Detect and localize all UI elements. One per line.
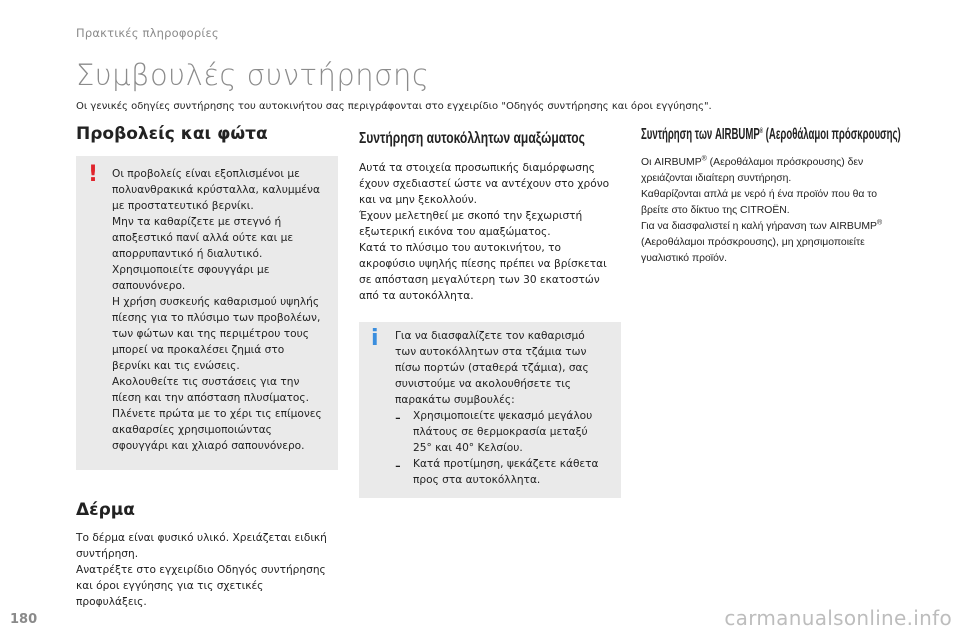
box-line: ακαθαρσίες χρησιμοποιώντας (112, 424, 272, 436)
bullet-line: Κατά προτίμηση, ψεκάζετε κάθετα (413, 458, 599, 470)
decals-title: Συντήρηση αυτοκόλλητων αμαξώματος (359, 130, 585, 147)
text-line: έχουν σχεδιαστεί ώστε να αντέχουν στο χρόνο (359, 178, 610, 190)
text-line: ακροφύσιο υψηλής πίεσης πρέπει να βρίσκεται (359, 258, 607, 270)
text-line: (Αεροθάλαμοι πρόσκρουσης), μη χρησιμοποιείτε (641, 237, 865, 248)
headlights-warning-box (76, 156, 338, 470)
bullet-line: πλάτους σε θερμοκρασία μεταξύ (413, 426, 588, 438)
text-line (641, 155, 903, 171)
airbump-title (641, 126, 901, 144)
headlights-title: Προβολείς και φώτα (76, 124, 268, 144)
box-line: Πλένετε πρώτα με το χέρι τις επίμονες (112, 408, 322, 420)
page-title: Συμβουλές συντήρησης (76, 58, 430, 92)
text-line: χρειάζονται ιδιαίτερη συντήρηση. (641, 173, 792, 184)
page-number: 180 (10, 612, 38, 627)
box-line: αποξεστικό πανί αλλά ούτε και με (112, 232, 294, 244)
box-line: Οι προβολείς είναι εξοπλισμένοι με (112, 168, 300, 180)
box-line: των φώτων και της περιμέτρου τους (112, 328, 309, 340)
airbump-title-a: Συντήρηση των AIRBUMP (641, 126, 760, 143)
box-line: παρακάτω συμβουλές: (395, 394, 515, 406)
box-line: σαπουνόνερο. (112, 280, 186, 292)
bullet-item (395, 456, 609, 488)
box-line: συνιστούμε να ακολουθήσετε τις (395, 378, 572, 390)
decals-text (359, 160, 621, 304)
section-header: Πρακτικές πληροφορίες (76, 26, 219, 40)
box-line: Χρησιμοποιείτε σφουγγάρι με (112, 264, 270, 276)
bullet-item (395, 408, 609, 456)
warning-icon: ! (88, 162, 99, 187)
text-line: γυαλιστικό προϊόν. (641, 253, 727, 264)
bullet-line: προς στα αυτοκόλλητα. (413, 474, 541, 486)
text-part: (Αεροθάλαμοι πρόσκρουσης) δεν (706, 157, 864, 168)
leather-text (76, 530, 338, 610)
airbump-section (641, 126, 903, 267)
box-line: σφουγγάρι και χλιαρό σαπουνόνερο. (112, 440, 305, 452)
box-line: των αυτοκόλλητων στα τζάμια των (395, 346, 587, 358)
text-line: Κατά το πλύσιμο του αυτοκινήτου, το (359, 242, 561, 254)
text-line: εξωτερική εικόνα του αμαξώματος. (359, 226, 551, 238)
leather-title: Δέρμα (76, 500, 135, 520)
text-line: Έχουν μελετηθεί με σκοπό την ξεχωριστή (359, 210, 583, 222)
text-line: βρείτε στο δίκτυο της CITROËN. (641, 205, 790, 216)
box-line: μπορεί να προκαλέσει ζημιά στο (112, 344, 285, 356)
decals-info-box (359, 322, 621, 498)
airbump-title-b: (Αεροθάλαμοι πρόσκρουσης) (763, 126, 901, 143)
bullet-dash: - (395, 456, 401, 475)
box-line: Ακολουθείτε τις συστάσεις για την (112, 376, 300, 388)
box-line: πολυανθρακικά κρύσταλλα, καλυμμένα (112, 184, 320, 196)
registered-mark: ® (759, 127, 764, 135)
bullet-line: Χρησιμοποιείτε ψεκασμό μεγάλου (413, 410, 593, 422)
text-line: προφυλάξεις. (76, 596, 147, 608)
text-part: Για να διασφαλιστεί η καλή γήρανση των AIRBUMP (641, 221, 877, 232)
text-line: συντήρηση. (76, 548, 139, 560)
decals-section (359, 130, 621, 498)
bullet-dash: - (395, 408, 401, 427)
box-line: πίεση και την απόσταση πλυσίματος. (112, 392, 309, 404)
headlights-section (76, 124, 338, 610)
intro-text: Οι γενικές οδηγίες συντήρησης του αυτοκινήτου σας περιγράφονται στο εγχειρίδιο "Οδηγός συντήρησης και όροι εγγύησης". (76, 101, 712, 112)
box-line: πίσω πορτών (σταθερά τζάμια), σας (395, 362, 589, 374)
text-line: Ανατρέξτε στο εγχειρίδιο Οδηγός συντήρησης (76, 564, 326, 576)
text-line (641, 219, 903, 235)
text-line: και όροι εγγύησης για τις σχετικές (76, 580, 264, 592)
watermark: carmanualsonline.info (724, 606, 952, 630)
info-icon: i (371, 326, 379, 351)
box-line: απορρυπαντικό ή διαλυτικό. (112, 248, 263, 260)
box-line: βερνίκι και τις ενώσεις. (112, 360, 240, 372)
box-line: Μην τα καθαρίζετε με στεγνό ή (112, 216, 282, 228)
text-part: Οι AIRBUMP (641, 157, 702, 168)
registered-mark: ® (876, 219, 883, 227)
bullet-line: 25° και 40° Κελσίου. (413, 442, 523, 454)
text-line: Το δέρμα είναι φυσικό υλικό. Χρειάζεται ειδική (76, 532, 327, 544)
box-line: με προστατευτικό βερνίκι. (112, 200, 254, 212)
box-line: πίεσης για το πλύσιμο των προβολέων, (112, 312, 321, 324)
text-line: Καθαρίζονται απλά με νερό ή ένα προϊόν που θα το (641, 189, 878, 200)
box-line: Για να διασφαλίζετε τον καθαρισμό (395, 330, 585, 342)
box-line: Η χρήση συσκευής καθαρισμού υψηλής (112, 296, 320, 308)
text-line: και να μην ξεκολλούν. (359, 194, 477, 206)
text-line: σε απόσταση μεγαλύτερη των 30 εκατοστών (359, 274, 600, 286)
registered-mark: ® (701, 155, 707, 163)
text-line: από τα αυτοκόλλητα. (359, 290, 474, 302)
text-line: Αυτά τα στοιχεία προσωπικής διαμόρφωσης (359, 162, 595, 174)
